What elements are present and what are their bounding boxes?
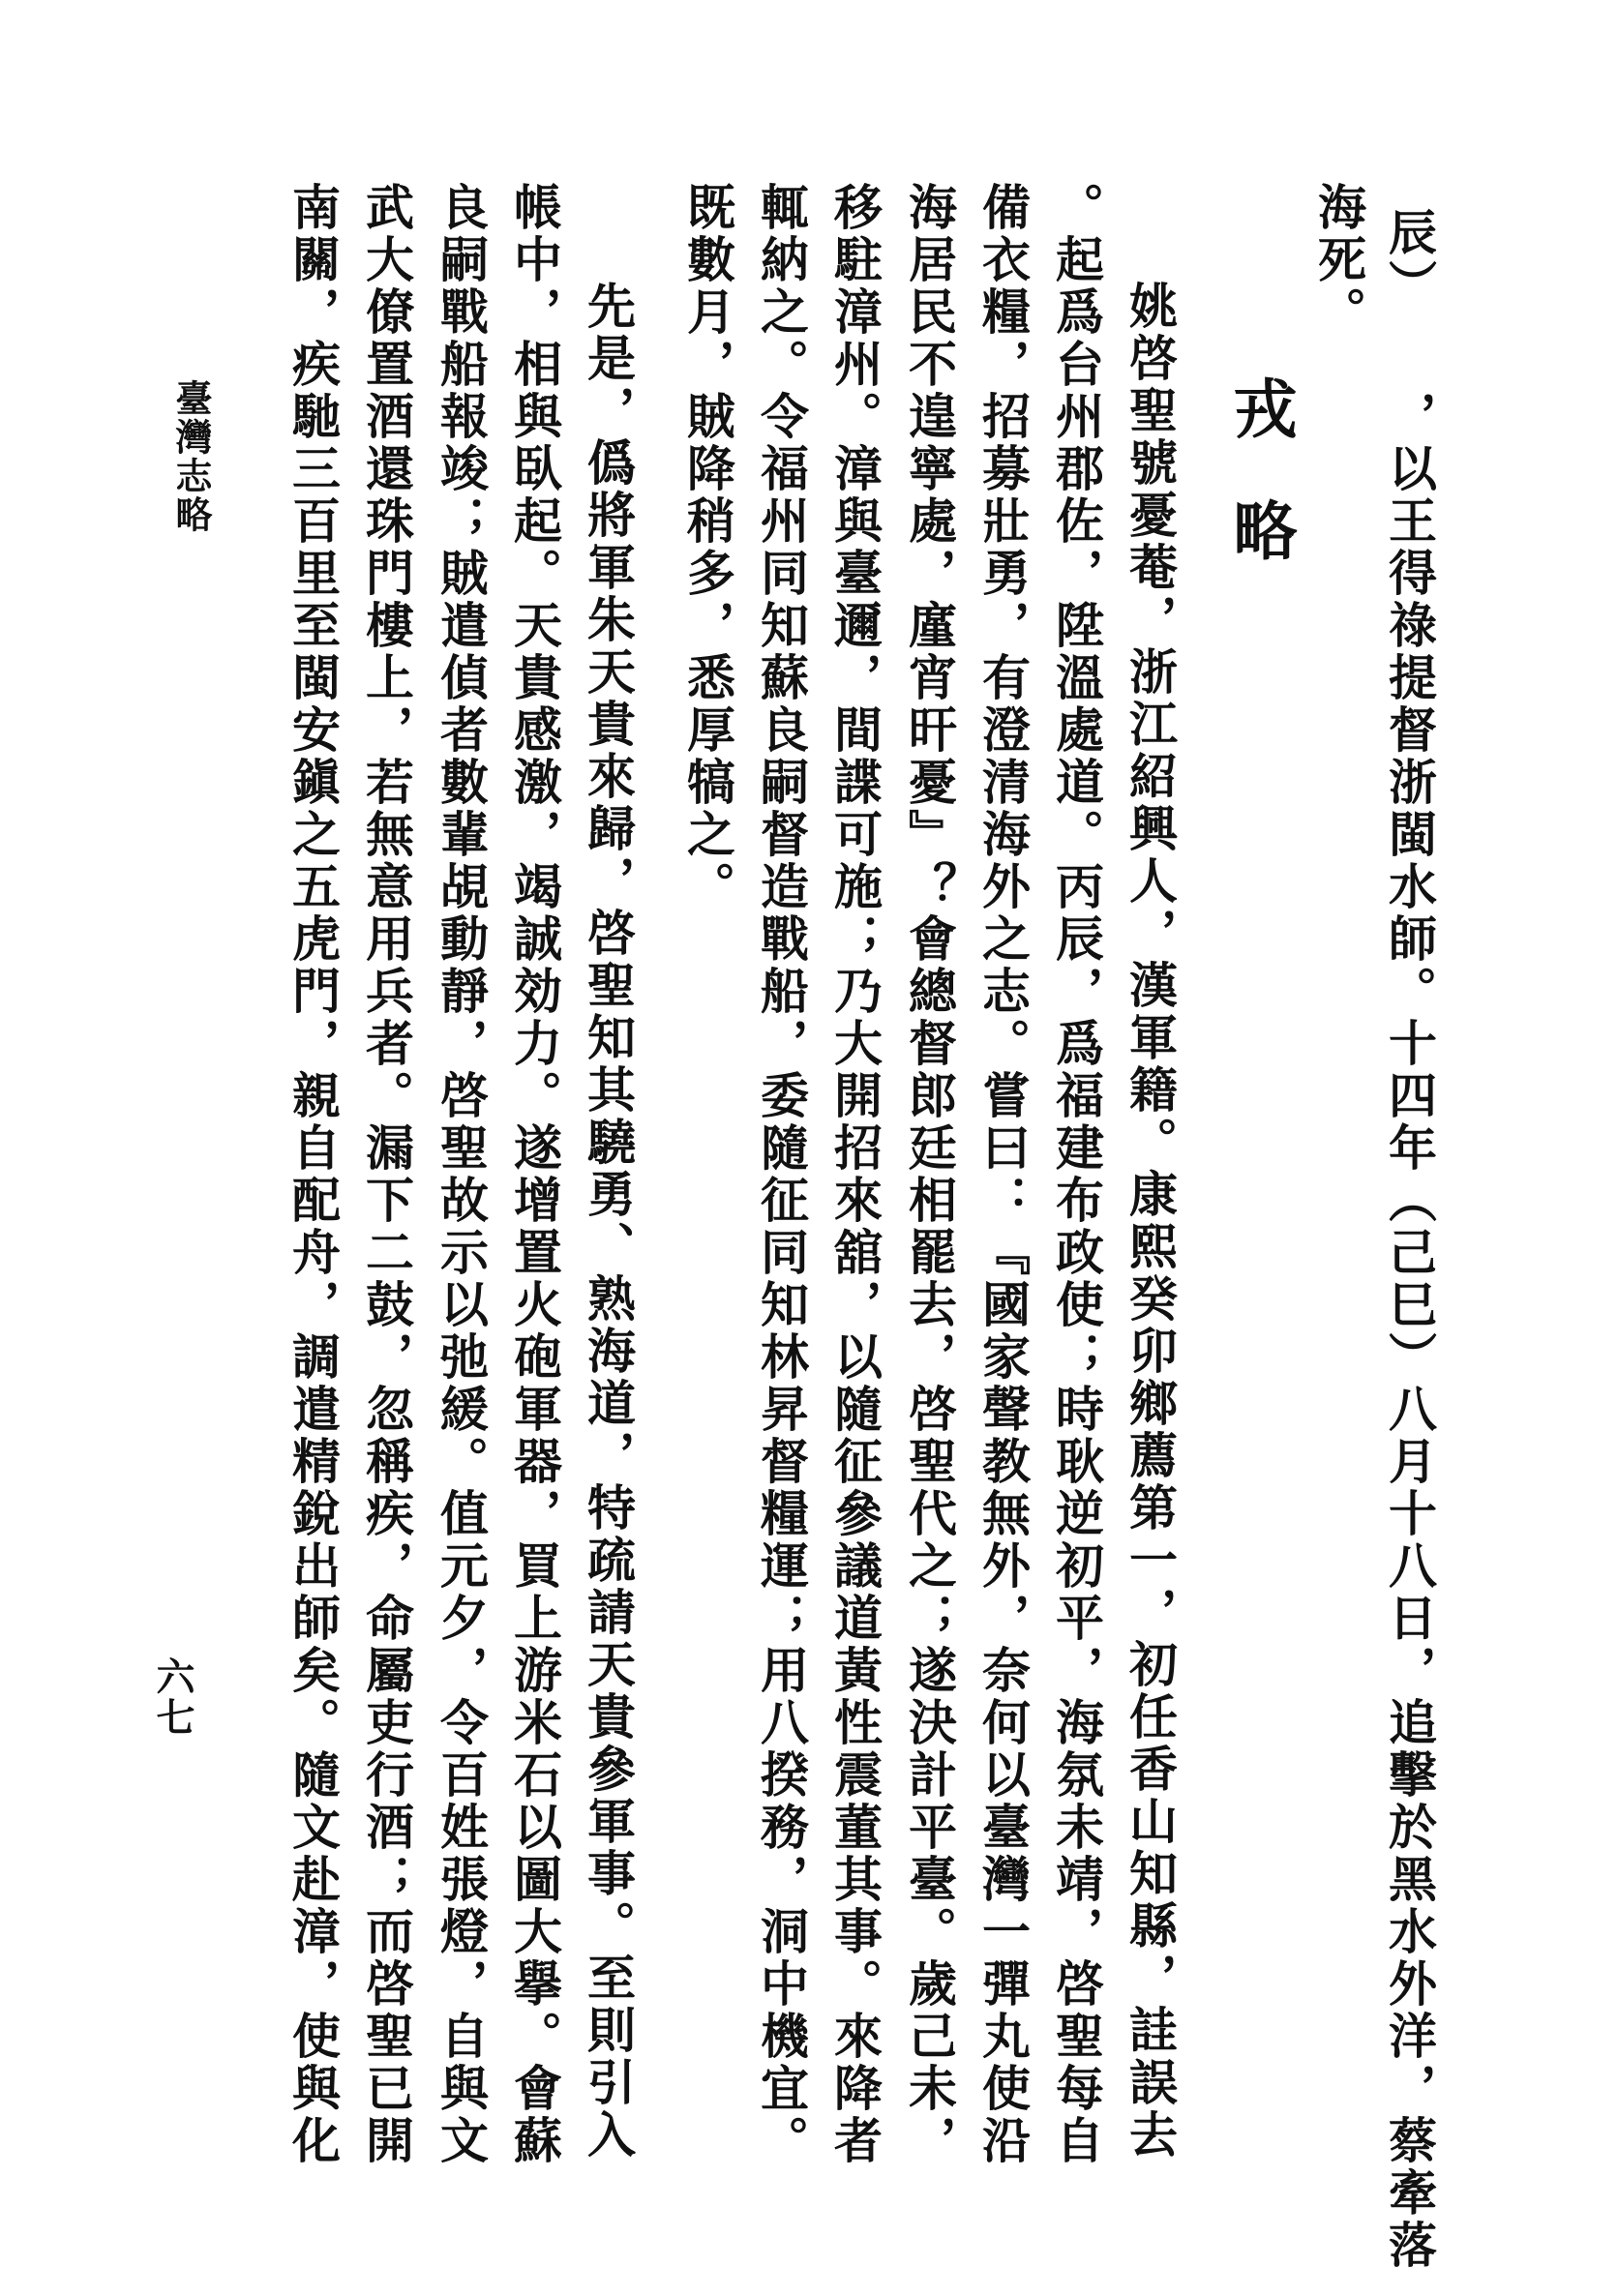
- text-column-3: 海死。: [1310, 182, 1367, 339]
- running-title: 臺灣志略: [169, 379, 213, 534]
- text-column-1: 辰）: [1381, 207, 1438, 312]
- text-column-4: 姚啓聖號憂菴，浙江紹興人，漢軍籍。康熙癸卯鄉薦第一，初任香山知縣，詿誤去: [1122, 281, 1179, 2162]
- text-column-8: 移駐漳州。漳與臺邇，間諜可施；乃大開招來舘，以隨征參議道黃性震董其事。來降者: [826, 182, 884, 2167]
- text-column-2: ，以王得祿提督浙閩水師。十四年（己巳）八月十八日，追擊於黑水外洋，蔡牽落: [1381, 391, 1438, 2272]
- text-column-10: 既數月，賊降稍多，悉厚犒之。: [679, 182, 736, 913]
- text-column-7: 海居民不遑寧處，廑宵旰憂』？會總督郎廷相罷去，啓聖代之；遂決計平臺。歲己未，: [901, 182, 958, 2167]
- text-column-9: 輒納之。令福州同知蘇良嗣督造戰船，委隨征同知林昇督糧運；用八揆務，洞中機宜。: [753, 182, 810, 2167]
- text-column-12: 帳中，相與臥起。天貴感激，竭誠効力。遂增置火砲軍器，買上游米石以圖大擧。會蘇: [506, 182, 563, 2167]
- text-column-6: 備衣糧，招募壯勇，有澄清海外之志。嘗曰：『國家聲教無外，奈何以臺灣一彈丸使沿: [974, 182, 1032, 2167]
- text-column-13: 良嗣戰船報竣；賊遣偵者數輩覘動靜，啓聖故示以弛緩。值元夕，令百姓張燈，自與文: [433, 182, 490, 2167]
- page-number: 六七: [150, 1656, 195, 1738]
- text-column-5: 。起爲台州郡佐，陞溫處道。丙辰，爲福建布政使；時耿逆初平，海氛未靖，啓聖每自: [1048, 182, 1105, 2167]
- text-column-14: 武大僚置酒還珠門樓上，若無意用兵者。漏下二鼓，忽稱疾，命屬吏行酒；而啓聖已開: [358, 182, 415, 2167]
- text-column-11: 先是，僞將軍朱天貴來歸，啓聖知其驍勇、熟海道，特疏請天貴參軍事。至則引入: [580, 281, 637, 2162]
- text-column-15: 南關，疾馳三百里至閩安鎭之五虎門，親自配舟，調遣精銳出師矣。隨文赴漳，使與化: [285, 182, 342, 2167]
- section-heading: 戎略: [1222, 375, 1298, 619]
